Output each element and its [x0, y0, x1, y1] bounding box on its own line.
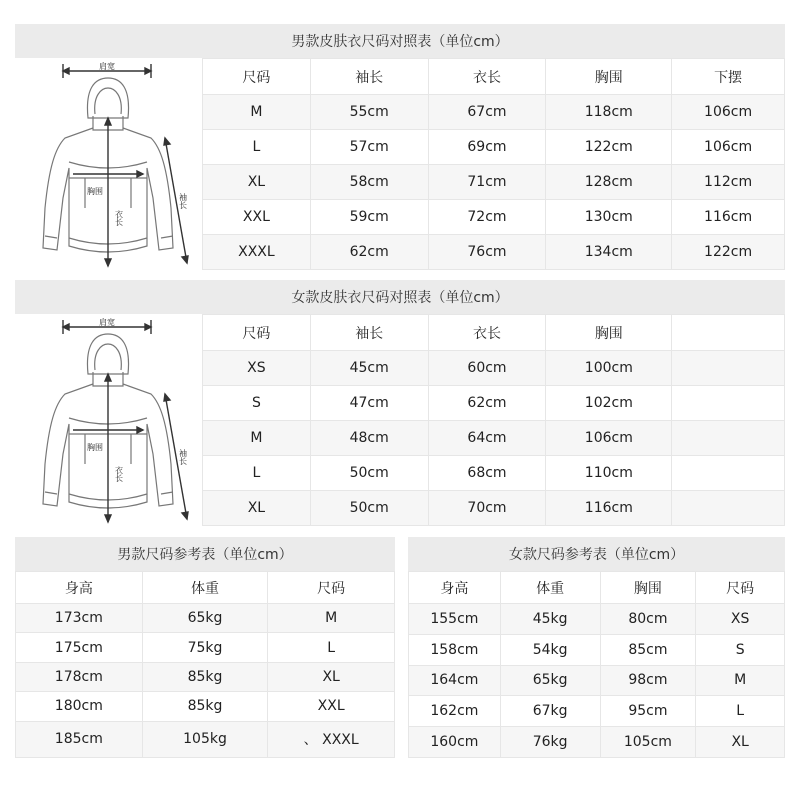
table-cell: 60cm: [428, 351, 546, 386]
table-row: [16, 692, 395, 721]
men-skin-table: [202, 58, 785, 270]
header-cell: 袖长: [310, 59, 428, 95]
table-cell: 98cm: [600, 665, 696, 696]
header-cell: 衣长: [428, 59, 546, 95]
table-cell: L: [696, 696, 785, 727]
table-row: [203, 235, 785, 270]
header-cell: 尺码: [203, 59, 311, 95]
header-cell: 体重: [500, 572, 600, 604]
table-cell: 160cm: [409, 727, 501, 758]
table-cell: 185cm: [16, 721, 143, 757]
table-row: [203, 491, 785, 526]
table-cell: 72cm: [428, 200, 546, 235]
table-cell: 64cm: [428, 421, 546, 456]
table-row: [16, 721, 395, 757]
table-cell: 58cm: [310, 165, 428, 200]
table-cell: L: [203, 130, 311, 165]
header-cell: 胸围: [600, 572, 696, 604]
women-skin-title: 女款皮肤衣尺码对照表（单位cm）: [291, 290, 509, 306]
table-cell: 106cm: [672, 130, 785, 165]
table-cell: 122cm: [672, 235, 785, 270]
table-cell: 45kg: [500, 604, 600, 635]
men-skin-title: 男款皮肤衣尺码对照表（单位cm）: [291, 34, 509, 50]
table-cell: 95cm: [600, 696, 696, 727]
chest-label: 胸围: [87, 443, 103, 452]
length-label: 衣长: [114, 210, 124, 226]
table-cell: 130cm: [546, 200, 672, 235]
table-row: [203, 386, 785, 421]
table-cell: [672, 491, 785, 526]
table-cell: 57cm: [310, 130, 428, 165]
header-cell: 衣长: [428, 315, 546, 351]
table-cell: 164cm: [409, 665, 501, 696]
table-cell: 118cm: [546, 95, 672, 130]
table-cell: 112cm: [672, 165, 785, 200]
table-row: [16, 633, 395, 662]
table-row: [409, 727, 785, 758]
header-cell: 尺码: [268, 572, 395, 604]
table-cell: 55cm: [310, 95, 428, 130]
shoulder-label: 肩宽: [99, 318, 115, 327]
table-cell: 70cm: [428, 491, 546, 526]
table-cell: M: [268, 604, 395, 633]
table-cell: 67cm: [428, 95, 546, 130]
table-cell: 155cm: [409, 604, 501, 635]
men-ref-title-bar: [15, 537, 395, 571]
table-row: [203, 200, 785, 235]
table-cell: 62cm: [428, 386, 546, 421]
table-cell: XL: [203, 165, 311, 200]
table-cell: 47cm: [310, 386, 428, 421]
header-cell: 胸围: [546, 59, 672, 95]
table-cell: 178cm: [16, 662, 143, 691]
table-cell: 175cm: [16, 633, 143, 662]
table-cell: 116cm: [672, 200, 785, 235]
chest-label: 胸围: [87, 187, 103, 196]
table-cell: 134cm: [546, 235, 672, 270]
header-cell: 身高: [409, 572, 501, 604]
header-cell: 尺码: [203, 315, 311, 351]
table-cell: XXL: [203, 200, 311, 235]
table-cell: L: [203, 456, 311, 491]
table-cell: S: [696, 634, 785, 665]
table-row: [409, 634, 785, 665]
table-cell: 65kg: [500, 665, 600, 696]
header-cell: 下摆: [672, 59, 785, 95]
table-row: [203, 165, 785, 200]
table-cell: 76cm: [428, 235, 546, 270]
table-cell: 68cm: [428, 456, 546, 491]
table-cell: S: [203, 386, 311, 421]
table-cell: 173cm: [16, 604, 143, 633]
table-cell: 105cm: [600, 727, 696, 758]
table-cell: XL: [696, 727, 785, 758]
header-cell: 身高: [16, 572, 143, 604]
table-row: [203, 95, 785, 130]
table-row: [409, 665, 785, 696]
men-ref-title: 男款尺码参考表（单位cm）: [117, 547, 293, 563]
header-cell: [672, 315, 785, 351]
table-cell: 158cm: [409, 634, 501, 665]
women-skin-table: [202, 314, 785, 526]
header-cell: 体重: [142, 572, 268, 604]
sleeve-label: 袖长: [178, 193, 188, 209]
table-row: [203, 421, 785, 456]
header-cell: 袖长: [310, 315, 428, 351]
women-ref-table: [408, 571, 785, 758]
table-row: [203, 351, 785, 386]
table-cell: 116cm: [546, 491, 672, 526]
table-cell: 106cm: [672, 95, 785, 130]
table-cell: 80cm: [600, 604, 696, 635]
women-skin-title-bar: [15, 280, 785, 314]
table-cell: [672, 421, 785, 456]
table-cell: M: [203, 421, 311, 456]
table-row: [203, 130, 785, 165]
table-cell: [672, 386, 785, 421]
table-cell: 75kg: [142, 633, 268, 662]
table-cell: XS: [203, 351, 311, 386]
table-cell: 59cm: [310, 200, 428, 235]
table-cell: 100cm: [546, 351, 672, 386]
table-cell: 69cm: [428, 130, 546, 165]
table-row: [409, 604, 785, 635]
table-cell: [672, 456, 785, 491]
table-cell: 85kg: [142, 662, 268, 691]
shoulder-label: 肩宽: [99, 62, 115, 71]
men-jacket-diagram: [15, 58, 202, 270]
table-cell: 45cm: [310, 351, 428, 386]
table-cell: 54kg: [500, 634, 600, 665]
header-cell: 尺码: [696, 572, 785, 604]
table-cell: 85cm: [600, 634, 696, 665]
men-skin-title-bar: [15, 24, 785, 58]
table-row: [409, 696, 785, 727]
table-row: [203, 456, 785, 491]
table-cell: 65kg: [142, 604, 268, 633]
table-cell: 102cm: [546, 386, 672, 421]
table-cell: 76kg: [500, 727, 600, 758]
header-cell: 胸围: [546, 315, 672, 351]
table-cell: 67kg: [500, 696, 600, 727]
length-label: 衣长: [114, 466, 124, 482]
table-cell: 162cm: [409, 696, 501, 727]
women-jacket-diagram: [15, 314, 202, 526]
table-cell: XS: [696, 604, 785, 635]
women-ref-title-bar: [408, 537, 785, 571]
table-cell: M: [696, 665, 785, 696]
table-cell: XL: [268, 662, 395, 691]
table-cell: 110cm: [546, 456, 672, 491]
table-cell: 48cm: [310, 421, 428, 456]
table-cell: 、 XXXL: [268, 721, 395, 757]
table-cell: [672, 351, 785, 386]
sleeve-label: 袖长: [178, 449, 188, 465]
table-cell: 105kg: [142, 721, 268, 757]
table-cell: 85kg: [142, 692, 268, 721]
table-cell: L: [268, 633, 395, 662]
table-cell: 71cm: [428, 165, 546, 200]
table-cell: 122cm: [546, 130, 672, 165]
table-cell: 50cm: [310, 491, 428, 526]
table-row: [16, 604, 395, 633]
table-cell: 128cm: [546, 165, 672, 200]
table-cell: XXXL: [203, 235, 311, 270]
table-cell: 50cm: [310, 456, 428, 491]
table-cell: XXL: [268, 692, 395, 721]
women-ref-title: 女款尺码参考表（单位cm）: [508, 547, 685, 563]
table-row: [16, 662, 395, 691]
men-ref-table: [15, 571, 395, 758]
table-cell: 62cm: [310, 235, 428, 270]
table-cell: 180cm: [16, 692, 143, 721]
table-cell: M: [203, 95, 311, 130]
table-cell: XL: [203, 491, 311, 526]
table-cell: 106cm: [546, 421, 672, 456]
